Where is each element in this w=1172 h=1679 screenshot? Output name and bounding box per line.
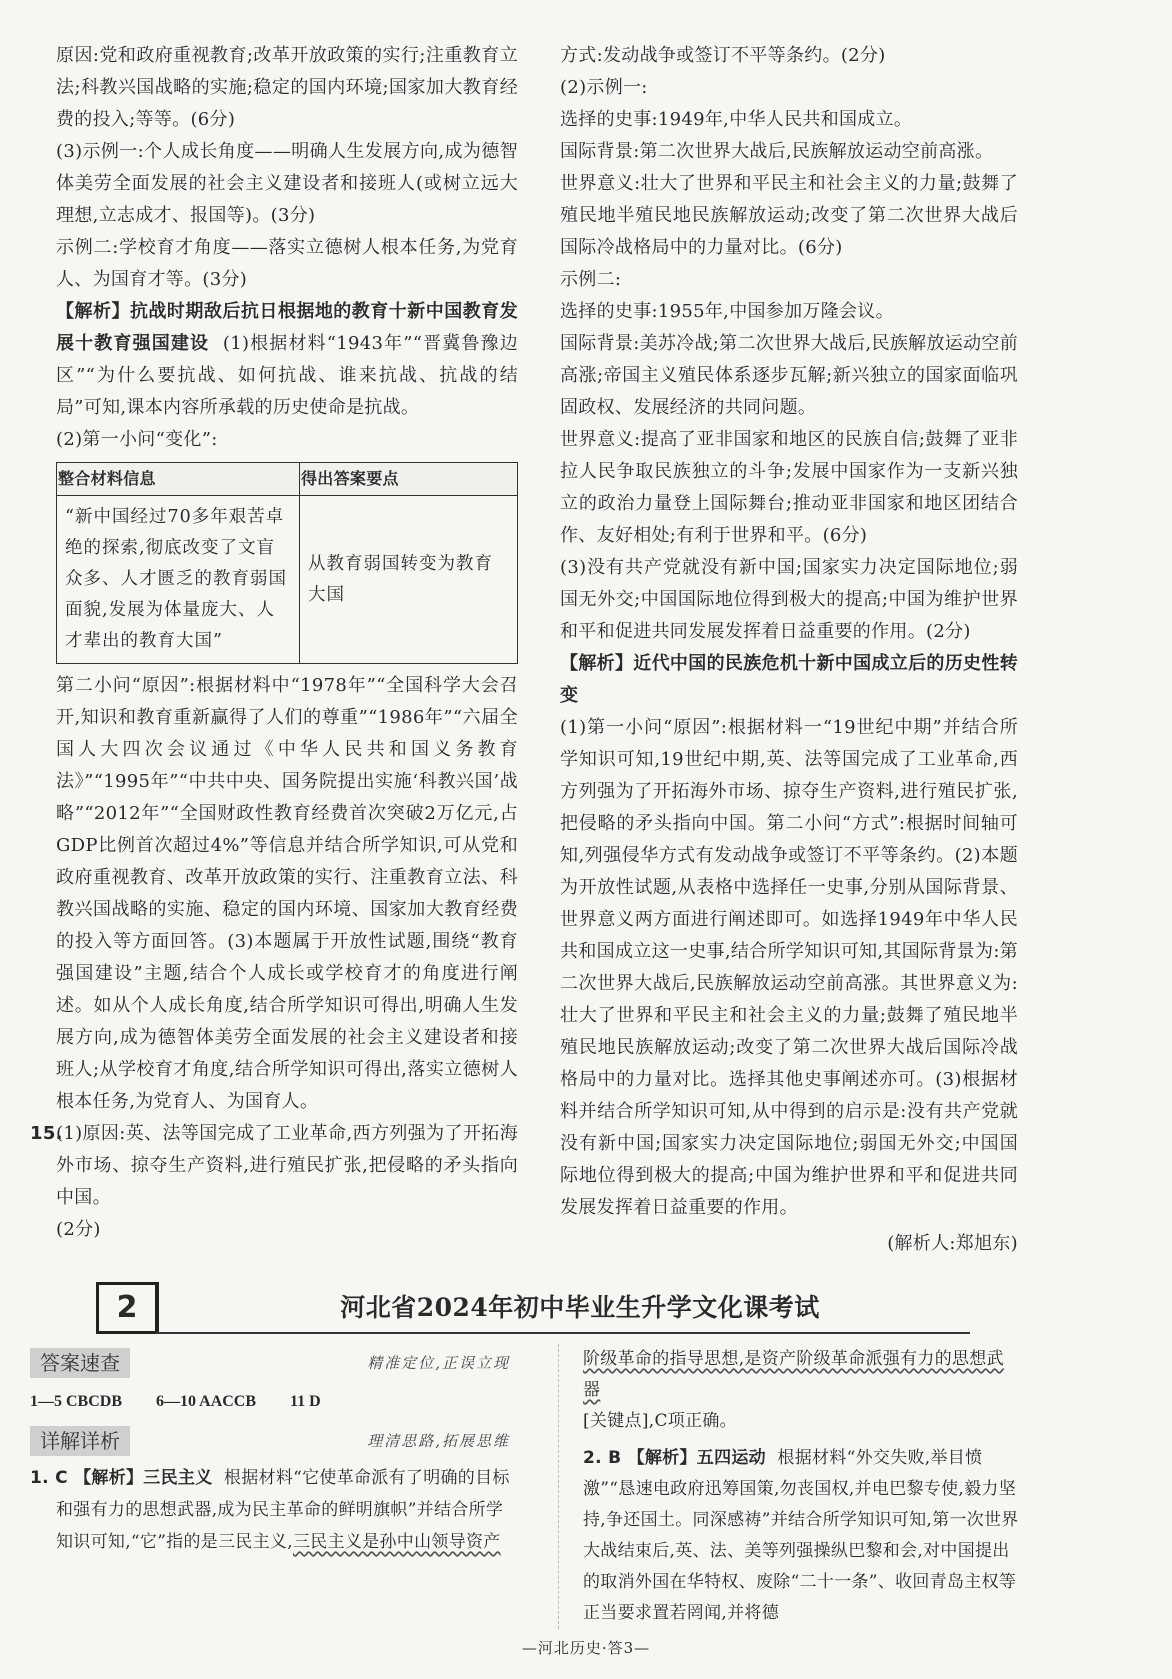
table-row bbox=[57, 496, 518, 664]
analysis-label: 【解析】抗战时期敌后抗日根据地的教育十新中国教育发展十教育强国建设 bbox=[56, 301, 518, 354]
question-text: (1)原因:英、法等国完成了工业革命,西方列强为了开拓海外市场、掠夺生产资料,进行殖民扩张,把侵略的矛头指向中国。 bbox=[56, 1123, 518, 1208]
question-15 bbox=[30, 1118, 518, 1214]
analysis-paragraph bbox=[56, 296, 518, 424]
question-1-block bbox=[30, 1462, 512, 1558]
table-header: 得出答案要点 bbox=[300, 463, 518, 496]
paragraph: 选择的史事:1949年,中华人民共和国成立。 bbox=[560, 109, 913, 130]
paragraph: 世界意义:提高了亚非国家和地区的民族自信;鼓舞了亚非拉人民争取民族独立的斗争;发展中国家作为一支新兴独立的政治力量登上国际舞台;推动亚非国家和地区团结合作、友好相处;有利于世界和平。(6分) bbox=[560, 429, 1018, 546]
key-point: 阶级革命的指导思想,是资产阶级革命派强有力的思想武器 bbox=[583, 1349, 1004, 1400]
quick-answers-bar bbox=[30, 1348, 510, 1378]
bottom-section bbox=[0, 1334, 1172, 1629]
analysis-text: (1)根据材料“1943年”“晋冀鲁豫边区”“为什么要抗战、如何抗战、谁来抗战、抗战的结局”可知,课本内容所承载的历史使命是抗战。 bbox=[56, 333, 518, 418]
score: (2分) bbox=[56, 1219, 101, 1240]
table-header: 整合材料信息 bbox=[57, 463, 300, 496]
question-2-text: 根据材料“外交失败,举目愤激”“恳速电政府迅筹国策,勿丧国权,并电巴黎专使,毅力坚持,争还国土。同深感祷”并结合所学知识可知,第一次世界大战结束后,英、法、美等列强操纵巴黎和会,对中国提出的取消外国在华特权、废除“二十一条”、收回青岛主权等正当要求置若罔闻,并将德 bbox=[583, 1448, 1019, 1623]
table-header-row bbox=[57, 463, 518, 496]
detailed-analysis-tag: 详解详析 bbox=[30, 1426, 130, 1456]
question-1-text: 根据材料“它使革命派有了明确的目标和强有力的思想武器,成为民主革命的鲜明旗帜”并结合所学知识可知,“它”指的是三民主义, bbox=[56, 1468, 510, 1552]
paragraph: (2)示例一: bbox=[560, 77, 648, 98]
paragraph: 第二小问“原因”:根据材料中“1978年”“全国科学大会召开,知识和教育重新赢得了人们的尊重”“1986年”“六届全国人大四次会议通过《中华人民共和国义务教育法》”“1995年”“中共中央、国务院提出实施‘科教兴国’战略”“2012年”“全国财政性教育经费首次突破2万亿元,占GDP比例首次超过4%”等信息并结合所学知识,可从党和政府重视教育、改革开放政策的实行、注重教育立法、科教兴国战略的实施、稳定的国内环境、国家加大教育经费的投入等方面回答。(3)本题属于开放性试题,围绕“教育强国建设”主题,结合个人成长或学校育才的角度进行阐述。如从个人成长角度,结合所学知识可得出,明确人生发展方向,成为德智体美劳全面发展的社会主义建设者和接班人;从学校育才角度,结合所学知识可得出,落实立德树人根本任务,为党育人、为国育人。 bbox=[56, 675, 518, 1112]
answer-table bbox=[56, 462, 518, 664]
analyst-credit: (解析人:郑旭东) bbox=[887, 1233, 1018, 1254]
bottom-right-column bbox=[558, 1344, 1020, 1629]
quick-answers-slogan: 精准定位,正误立现 bbox=[367, 1354, 510, 1372]
question-1-head: 1. C 【解析】三民主义 bbox=[30, 1468, 213, 1488]
left-column bbox=[30, 40, 518, 1260]
paragraph: (1)第一小问“原因”:根据材料一“19世纪中期”并结合所学知识可知,19世纪中期,英、法等国完成了工业革命,西方列强为了开拓海外市场、掠夺生产资料,进行殖民扩张,把侵略的矛头指向中国。第二小问“方式”:根据时间轴可知,列强侵华方式有发动战争或签订不平等条约。(2)本题为开放性试题,从表格中选择任一史事,分别从国际背景、世界意义两方面进行阐述即可。如选择1949年中华人民共和国成立这一史事,结合所学知识可知,其国际背景为:第二次世界大战后,民族解放运动空前高涨。其世界意义为:壮大了世界和平民主和社会主义的力量;鼓舞了殖民地半殖民地民族解放运动;改变了第二次世界大战后国际冷战格局中的力量对比。选择其他史事阐述亦可。(3)根据材料并结合所学知识可知,从中得到的启示是:没有共产党就没有新中国;国家实力决定国际地位;弱国无外交;中国国际地位得到极大的提高;中国为维护世界和平和促进共同发展发挥着日益重要的作用。 bbox=[560, 717, 1018, 1218]
paragraph: 国际背景:第二次世界大战后,民族解放运动空前高涨。 bbox=[560, 141, 994, 162]
right-column bbox=[560, 40, 1018, 1260]
paragraph: 方式:发动战争或签订不平等条约。(2分) bbox=[560, 45, 886, 66]
paragraph: (2)第一小问“变化”: bbox=[56, 429, 218, 450]
bottom-left-column bbox=[30, 1344, 512, 1629]
answer-group: 6—10 AACCB bbox=[156, 1393, 257, 1410]
answer-key bbox=[30, 1388, 512, 1416]
paragraph: 示例二:学校育才角度——落实立德树人根本任务,为党育人、为国育才等。(3分) bbox=[56, 237, 518, 290]
section-number: 2 bbox=[96, 1282, 159, 1334]
section-header bbox=[96, 1282, 970, 1334]
question-1-continued bbox=[583, 1344, 1020, 1406]
table-cell: 从教育弱国转变为教育大国 bbox=[300, 496, 518, 664]
question-number: 15. bbox=[30, 1123, 63, 1144]
paragraph: (3)示例一:个人成长角度——明确人生发展方向,成为德智体美劳全面发展的社会主义建设者和接班人(或树立远大理想,立志成才、报国等)。(3分) bbox=[56, 141, 518, 226]
question-2-head: 2. B 【解析】五四运动 bbox=[583, 1448, 766, 1468]
question-2 bbox=[583, 1443, 1020, 1629]
quick-answers-tag: 答案速查 bbox=[30, 1348, 130, 1378]
paragraph: 国际背景:美苏冷战;第二次世界大战后,民族解放运动空前高涨;帝国主义殖民体系逐步瓦解;新兴独立的国家面临巩固政权、发展经济的共同问题。 bbox=[560, 333, 1018, 418]
key-point: 三民主义是孙中山领导资产 bbox=[293, 1532, 501, 1552]
section-title: 河北省2024年初中毕业生升学文化课考试 bbox=[340, 1293, 820, 1322]
paragraph: 选择的史事:1955年,中国参加万隆会议。 bbox=[560, 301, 894, 322]
page-footer: —河北历史·答3— bbox=[521, 1639, 651, 1657]
answer-group: 1—5 CBCDB bbox=[30, 1393, 123, 1410]
detailed-analysis-bar bbox=[30, 1426, 510, 1456]
detailed-analysis-slogan: 理清思路,拓展思维 bbox=[367, 1432, 510, 1450]
question-1-conclusion: [关键点],C项正确。 bbox=[583, 1411, 737, 1431]
paragraph: 原因:党和政府重视教育;改革开放政策的实行;注重教育立法;科教兴国战略的实施;稳定的国内环境;国家加大教育经费的投入;等等。(6分) bbox=[56, 45, 518, 130]
paragraph: (3)没有共产党就没有新中国;国家实力决定国际地位;弱国无外交;中国国际地位得到极大的提高;中国为维护世界和平和促进共同发展发挥着日益重要的作用。(2分) bbox=[560, 557, 1018, 642]
paragraph: 示例二: bbox=[560, 269, 622, 290]
paragraph: 世界意义:壮大了世界和平民主和社会主义的力量;鼓舞了殖民地半殖民地民族解放运动;改变了第二次世界大战后国际冷战格局中的力量对比。(6分) bbox=[560, 173, 1018, 258]
analysis-label: 【解析】近代中国的民族危机十新中国成立后的历史性转变 bbox=[560, 653, 1018, 706]
table-cell: “新中国经过70多年艰苦卓绝的探索,彻底改变了文盲众多、人才匮乏的教育弱国面貌,发展为体量庞大、人才辈出的教育大国” bbox=[57, 496, 300, 664]
title-underline bbox=[156, 1332, 970, 1334]
question-1 bbox=[30, 1462, 512, 1558]
answer-group: 11 D bbox=[290, 1393, 321, 1410]
